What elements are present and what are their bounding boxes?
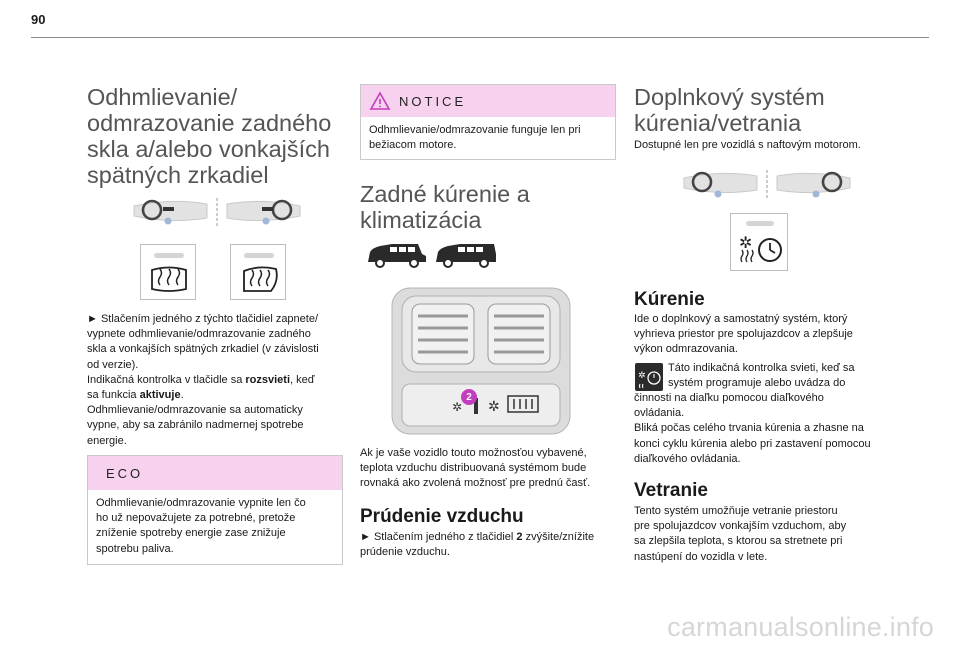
heating-text-b: činnosti na diaľku pomocou diaľkového ovládania. Bliká počas celého trvania kúrenia a zhasne na konci cyklu kúrenia alebo pri zastavení pomocou diaľkového ovládania. (634, 392, 871, 465)
mirror-defrost-illustration (132, 196, 302, 230)
rear-heating-title: Zadné kúrenie a klimatizácia (360, 181, 530, 233)
defrost-title: Odhmlievanie/ odmrazovanie zadného skla a/alebo vonkajších spätných zrkadiel (87, 84, 332, 188)
heating-indicator-icon (635, 363, 663, 391)
auxiliary-dashboard-illustration (682, 168, 852, 202)
page-number: 90 (31, 12, 46, 27)
notice-text: Odhmlievanie/odmrazovanie funguje len pri bežiacom motore. (369, 124, 581, 152)
heating-text-a: Ide o doplnkový a samostatný systém, ktorý vyhrieva priestor pre spolujazdcov a zlepšuje výkon odmrazovania. (634, 313, 853, 356)
callout-2: 2 (461, 389, 477, 405)
ventilation-text: Tento systém umožňuje vetranie priestoru pre spolujazdcov vonkajším vzduchom, aby sa zlepšila teplota, s ktorou sa stretnete pri nastúpení do vozidla v lete. (634, 505, 847, 563)
rear-heating-text: Ak je vaše vozidlo touto možnosťou vybavené, teplota vzduchu distribuovaná systémom bude rovnaká ako zvolená možnosť pre prednú časť. (360, 447, 591, 490)
airflow-subtitle: Prúdenie vzduchu (360, 506, 524, 527)
svg-text:✲: ✲ (638, 371, 646, 381)
svg-text:✲: ✲ (739, 233, 753, 252)
rear-defrost-button[interactable] (140, 244, 196, 300)
auxiliary-title: Doplnkový systém kúrenia/vetrania (634, 84, 825, 136)
notice-box (360, 84, 616, 160)
watermark: carmanualsonline.info (667, 612, 934, 642)
auxiliary-heating-button[interactable] (730, 213, 788, 271)
mirror-defrost-icon (231, 245, 287, 301)
svg-text:✲: ✲ (452, 400, 463, 414)
heater-timer-icon (731, 214, 789, 272)
rear-vent-panel-illustration (390, 286, 572, 436)
eco-box-header: ECO (88, 456, 342, 490)
svg-text:✲: ✲ (488, 399, 500, 415)
heating-indicator-text: Táto indikačná kontrolka svieti, keď sa systém programuje alebo uvádza do (668, 362, 855, 390)
eco-box (87, 455, 343, 565)
airflow-text: ► Stlačením jedného z tlačidiel 2 zvýšite/znížite prúdenie vzduchu. (360, 531, 595, 559)
rear-window-defrost-icon (141, 245, 197, 301)
notice-label: NOTICE (399, 93, 467, 109)
heating-subtitle: Kúrenie (634, 289, 705, 310)
warning-icon (369, 91, 391, 111)
ventilation-subtitle: Vetranie (634, 480, 708, 501)
vehicle-variants-icon (366, 240, 498, 270)
header-rule (31, 37, 929, 38)
auxiliary-intro: Dostupné len pre vozidlá s naftovým motorom. (634, 139, 861, 151)
eco-box-text: Odhmlievanie/odmrazovanie vypnite len čo ho už nepovažujete za potrebné, pretože zníženie spotreby energie zase znižuje spotrebu paliva. (96, 497, 306, 555)
defrost-instructions: ► Stlačením jedného z týchto tlačidiel zapnete/ vypnete odhmlievanie/odmrazovanie zadného skla a vonkajších spätných zrkadiel (v závislosti od verzie). Indikačná kontrolka v tlačidle sa rozsvieti, keď sa funkcia aktivuje. Odhmlievanie/odmrazovanie sa automaticky vypne, aby sa zabránilo nadmernej spotrebe energie. (87, 313, 319, 447)
mirror-defrost-button[interactable] (230, 244, 286, 300)
notice-box-header (361, 85, 615, 117)
